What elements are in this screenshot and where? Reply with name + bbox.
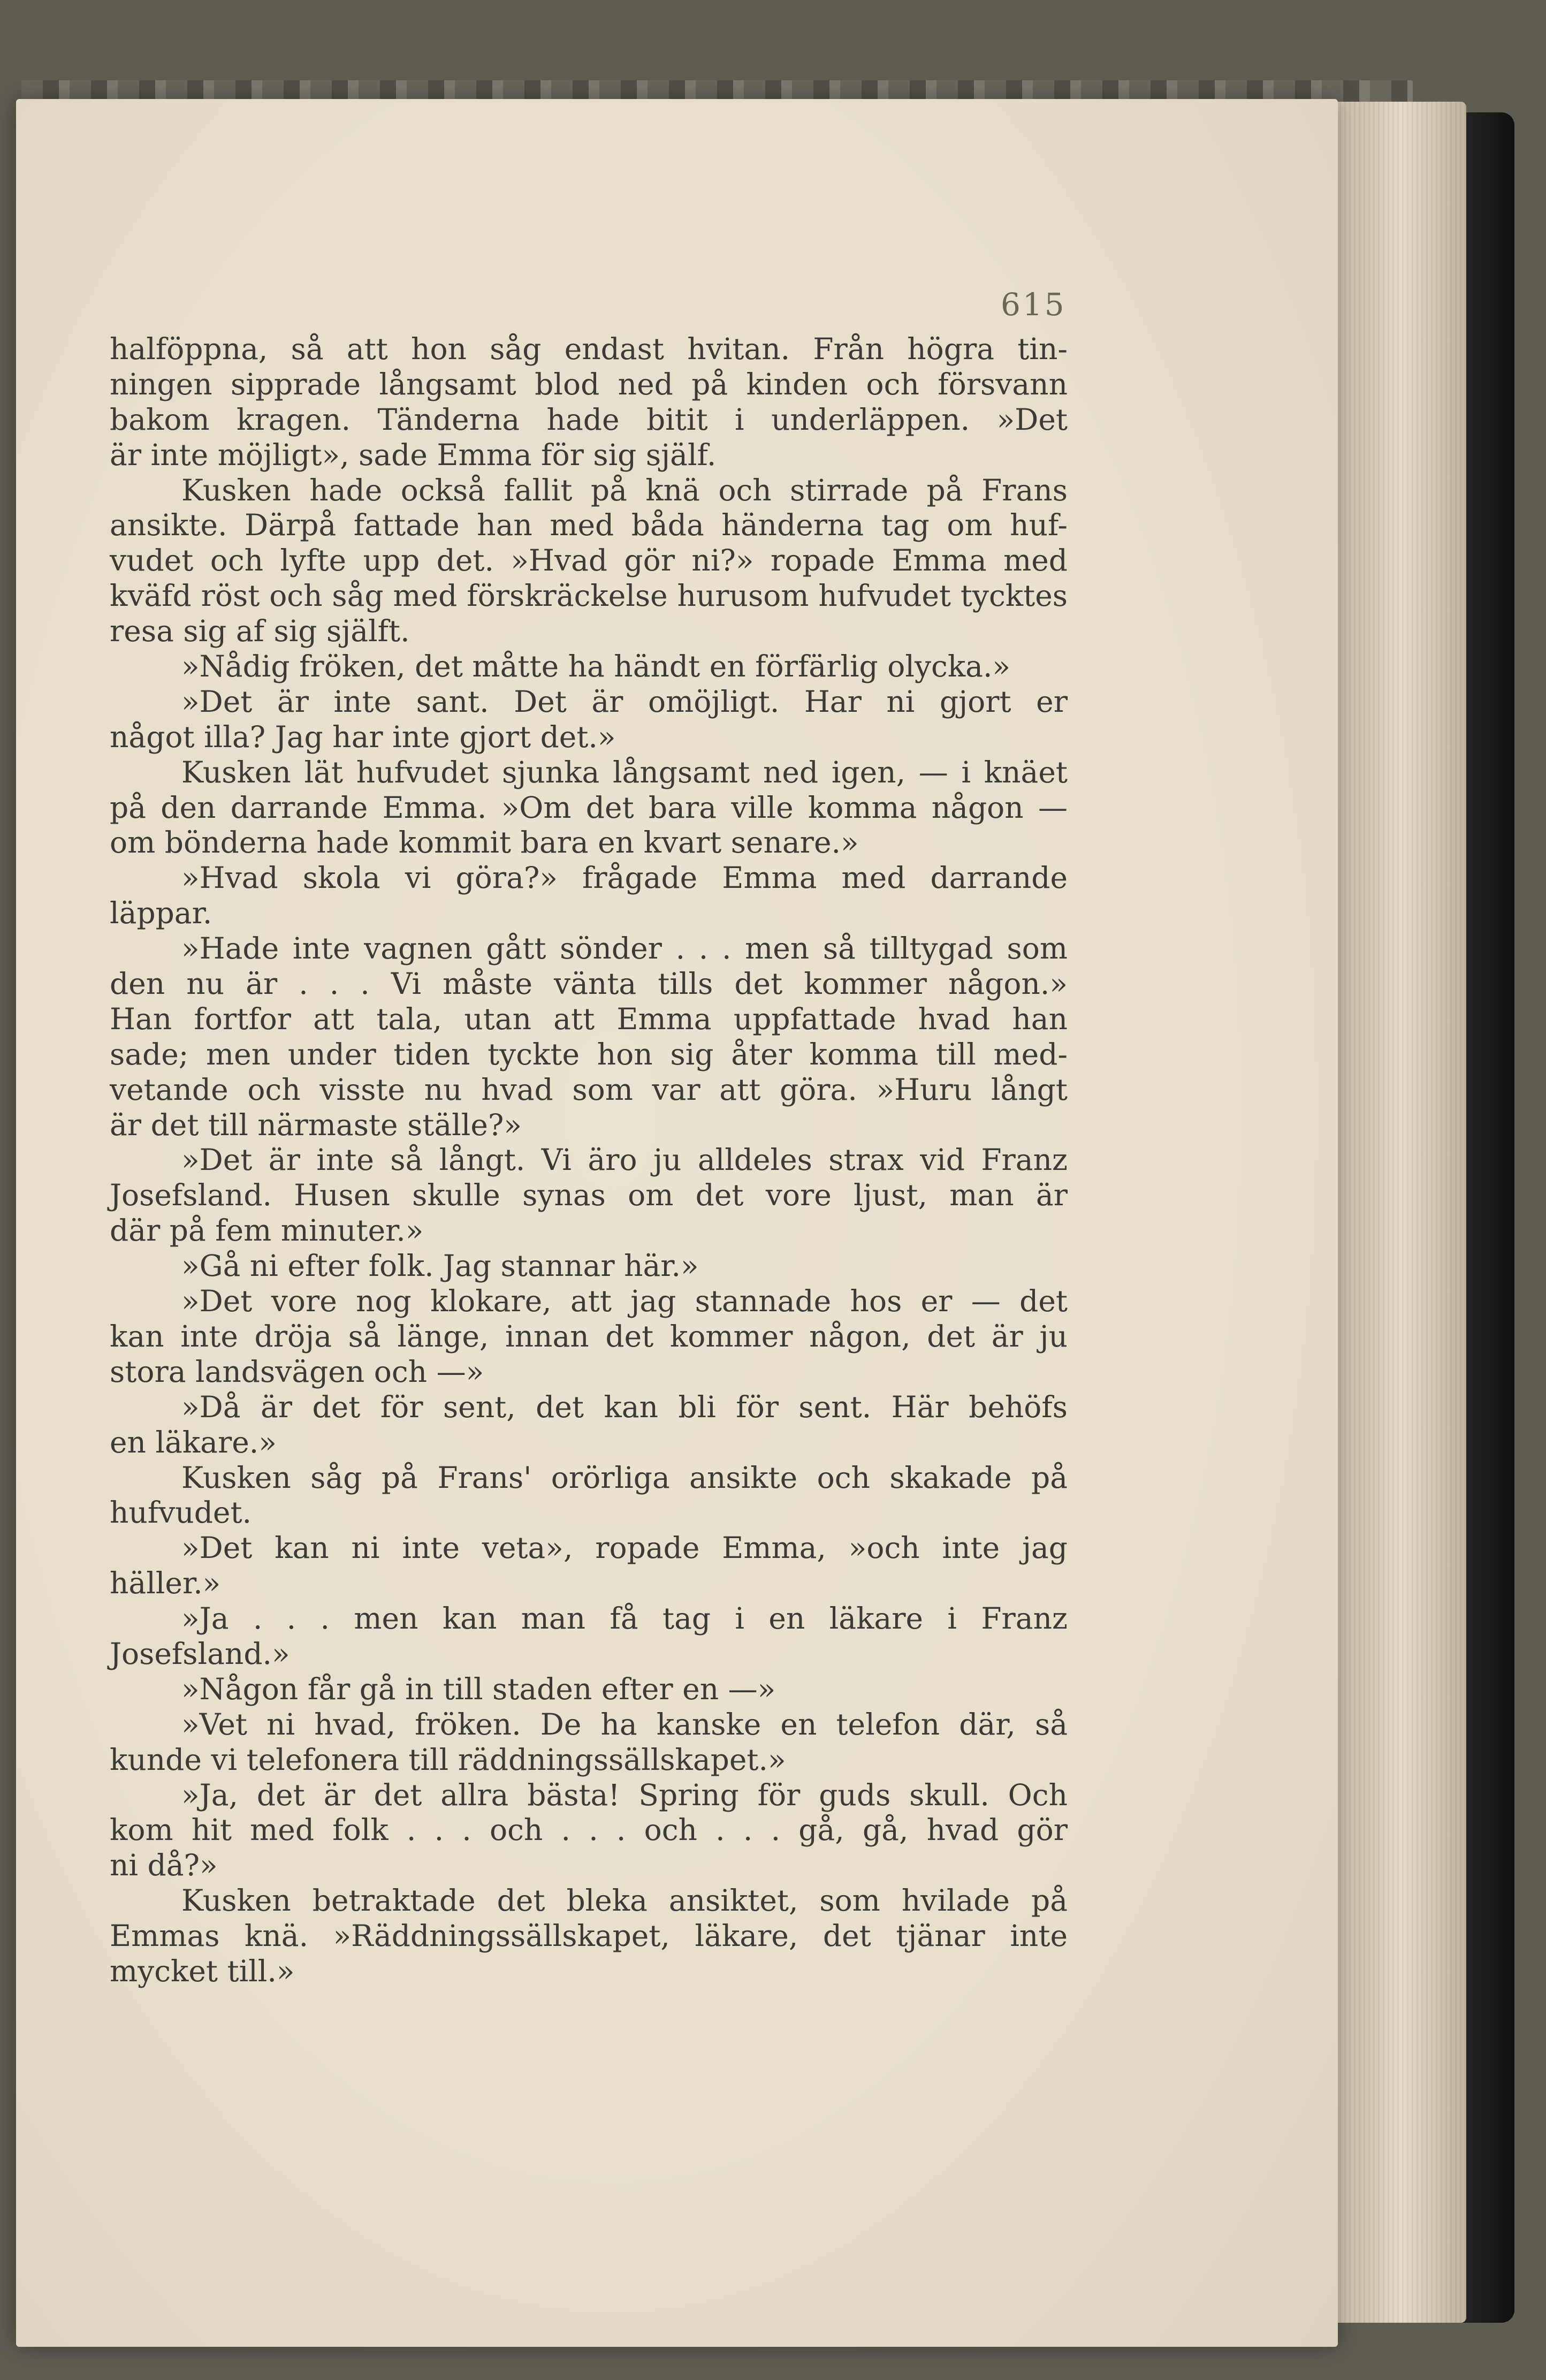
text-line: halföppna, så att hon såg endast hvitan. Från högra tin- bbox=[110, 332, 1068, 366]
text-line: hufvudet. bbox=[110, 1495, 252, 1530]
text-line: »Vet ni hvad, fröken. De ha kanske en telefon där, så bbox=[181, 1707, 1068, 1742]
text-line: stora landsvägen och —» bbox=[110, 1354, 484, 1389]
text-line: är inte möjligt», sade Emma för sig själf. bbox=[110, 437, 717, 472]
text-line: kunde vi telefonera till räddningssällskapet.» bbox=[110, 1742, 786, 1777]
text-line: något illa? Jag har inte gjort det.» bbox=[110, 719, 616, 754]
text-line: på den darrande Emma. »Om det bara ville komma någon — bbox=[110, 790, 1068, 825]
page-number: 615 bbox=[1001, 286, 1067, 323]
text-line: den nu är . . . Vi måste vänta tills det kommer någon.» bbox=[110, 967, 1068, 1001]
text-line: kan inte dröja så länge, innan det kommer någon, det är ju bbox=[110, 1319, 1068, 1354]
text-line: om bönderna hade kommit bara en kvart senare.» bbox=[110, 825, 859, 860]
text-line: »Hvad skola vi göra?» frågade Emma med darrande bbox=[181, 861, 1068, 895]
text-line: »Gå ni efter folk. Jag stannar här.» bbox=[181, 1249, 699, 1283]
text-line: kom hit med folk . . . och . . . och . . . gå, gå, hvad gör bbox=[110, 1813, 1068, 1847]
text-line: Kusken lät hufvudet sjunka långsamt ned igen, — i knäet bbox=[181, 755, 1068, 789]
text-line: »Då är det för sent, det kan bli för sent. Här behöfs bbox=[181, 1389, 1068, 1424]
text-line: Josefsland. Husen skulle synas om det vore ljust, man är bbox=[110, 1178, 1068, 1213]
text-line: Emmas knä. »Räddningssällskapet, läkare, det tjänar inte bbox=[110, 1919, 1068, 1953]
text-line: resa sig af sig själft. bbox=[110, 614, 410, 649]
text-line: Kusken hade också fallit på knä och stirrade på Frans bbox=[181, 473, 1068, 507]
text-line: läppar. bbox=[110, 896, 212, 931]
text-line: Kusken såg på Frans' orörliga ansikte och skakade på bbox=[181, 1460, 1068, 1495]
text-line: »Någon får gå in till staden efter en —» bbox=[181, 1671, 776, 1706]
text-line: »Det är inte så långt. Vi äro ju alldeles strax vid Franz bbox=[181, 1143, 1068, 1177]
text-line: sade; men under tiden tyckte hon sig åter komma till med- bbox=[110, 1037, 1068, 1071]
text-line: vudet och lyfte upp det. »Hvad gör ni?» ropade Emma med bbox=[110, 543, 1068, 578]
text-line: ningen sipprade långsamt blod ned på kinden och försvann bbox=[110, 367, 1068, 401]
text-line: häller.» bbox=[110, 1566, 221, 1601]
text-line: »Ja . . . men kan man få tag i en läkare i Franz bbox=[181, 1601, 1068, 1636]
text-line: är det till närmaste ställe?» bbox=[110, 1107, 522, 1142]
text-line: bakom kragen. Tänderna hade bitit i underläppen. »Det bbox=[110, 402, 1068, 437]
text-line: »Det är inte sant. Det är omöjligt. Har ni gjort er bbox=[181, 684, 1068, 719]
text-line: »Ja, det är det allra bästa! Spring för guds skull. Och bbox=[181, 1777, 1068, 1812]
text-line: Kusken betraktade det bleka ansiktet, som hvilade på bbox=[181, 1883, 1068, 1918]
text-line: mycket till.» bbox=[110, 1953, 295, 1988]
text-line: »Det kan ni inte veta», ropade Emma, »och inte jag bbox=[181, 1531, 1068, 1565]
text-line: Han fortfor att tala, utan att Emma uppfattade hvad han bbox=[110, 1001, 1068, 1036]
text-line: »Det vore nog klokare, att jag stannade hos er — det bbox=[181, 1284, 1068, 1319]
text-line: »Nådig fröken, det måtte ha händt en förfärlig olycka.» bbox=[181, 649, 1011, 684]
body-text bbox=[110, 332, 1068, 1989]
text-line: där på fem minuter.» bbox=[110, 1213, 424, 1248]
text-line: vetande och visste nu hvad som var att göra. »Huru långt bbox=[110, 1072, 1068, 1107]
text-line: kväfd röst och såg med förskräckelse hurusom hufvudet tycktes bbox=[110, 579, 1068, 613]
text-line: »Hade inte vagnen gått sönder . . . men så tilltygad som bbox=[181, 931, 1068, 966]
text-line: ansikte. Därpå fattade han med båda händerna tag om huf- bbox=[110, 508, 1068, 543]
text-line: Josefsland.» bbox=[110, 1636, 290, 1671]
text-line: ni då?» bbox=[110, 1848, 218, 1883]
text-line: en läkare.» bbox=[110, 1425, 277, 1459]
